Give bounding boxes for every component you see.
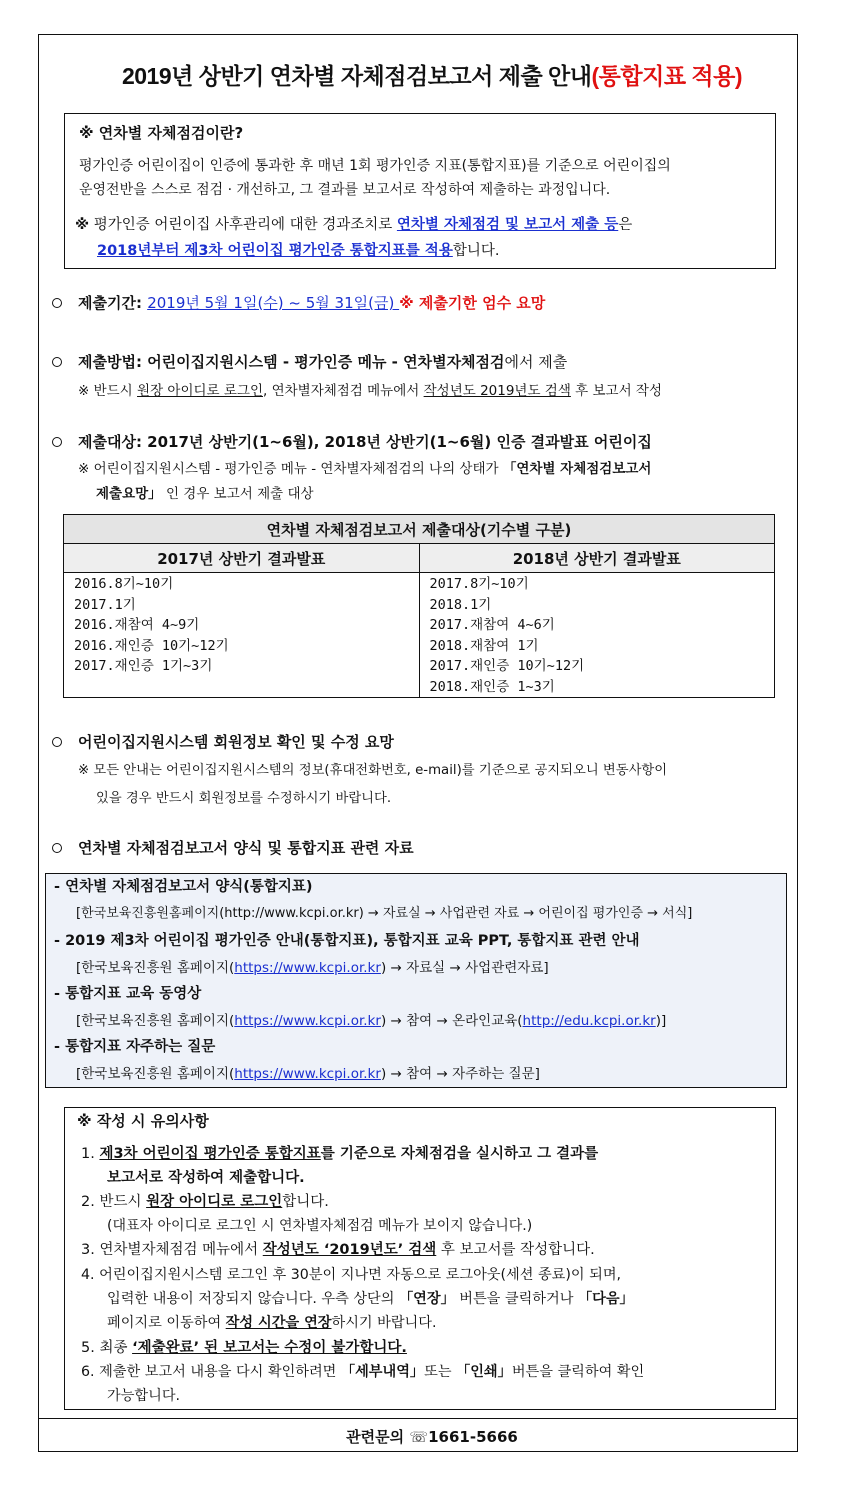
note-mark: ※ (75, 217, 90, 233)
cautions-box (64, 1107, 776, 1410)
resource-path-post: )] (655, 1013, 667, 1029)
intro-note-line2 (97, 241, 499, 261)
caution-3 (81, 1240, 595, 1260)
table-cell-item: 2016.8기~10기 (74, 576, 174, 592)
table-cell-item: 2018.재참여 1기 (429, 637, 539, 654)
table-cell-item: 2017.8기~10기 (429, 576, 529, 592)
table-header: 연차별 자체점검보고서 제출대상(기수별 구분) (64, 515, 775, 544)
intro-line1: 평가인증 어린이집이 인증에 통과한 후 매년 1회 평가인증 지표(통합지표)를 기준으로 어린이집의 (79, 158, 671, 174)
edu-kcpi-link[interactable]: http://edu.kcpi.or.kr (522, 1013, 656, 1029)
caution-2-c: 합니다. (282, 1194, 329, 1210)
target-note-d: 인 경우 보고서 제출 대상 (165, 486, 314, 502)
intro-heading: ※ 연차별 자체점검이란? (79, 124, 244, 142)
caution-4-e: 「다음」 (577, 1291, 634, 1307)
target-table (63, 514, 775, 698)
target-note-b: 「연차별 자체점검보고서 (502, 461, 652, 477)
caution-4 (81, 1265, 621, 1285)
intro-note-line1 (75, 215, 632, 235)
method-note-b: 원장 아이디로 로그인 (137, 383, 263, 399)
method-note-c: , 연차별자체점검 메뉴에서 (262, 383, 424, 399)
member-title: 어린이집지원시스템 회원정보 확인 및 수정 요망 (78, 733, 394, 751)
period-label: 제출기간: (78, 294, 148, 312)
note-highlight-d: 2018년부터 제3차 어린이집 평가인증 통합지표를 적용 (97, 243, 453, 259)
resource-path-pre: [한국보육진흥원 홈페이지( (76, 960, 235, 976)
phone-number: ☏1661-5666 (409, 1428, 518, 1446)
table-cell-item: 2016.재인증 10기~12기 (74, 637, 229, 654)
intro-box (64, 113, 776, 269)
resource-path-pre: [한국보육진흥원 홈페이지( (76, 1066, 235, 1082)
table-col2-header: 2018년 상반기 결과발표 (419, 544, 775, 573)
table-cell-item: 2017.1기 (74, 596, 136, 613)
caution-5 (81, 1338, 407, 1358)
period-dates: 2019년 5월 1일(수) ~ 5월 31일(금) (147, 294, 400, 312)
method-line (78, 351, 567, 372)
table-cell-item: 2017.재인증 10기~12기 (429, 658, 585, 674)
caution-num: 3. (81, 1242, 95, 1258)
method-tail: 에서 제출 (504, 353, 568, 371)
resource-path: [한국보육진흥원홈페이지(http://www.kcpi.or.kr) → 자료실 → 사업관련 자료 → 어린이집 평가인증 → 서식] (76, 906, 693, 921)
target-note-a: ※ 어린이집지원시스템 - 평가인증 메뉴 - 연차별자체점검의 나의 상태가 (78, 461, 503, 477)
note-highlight-b: 연차별 자체점검 및 보고서 제출 등 (396, 217, 619, 233)
caution-2-b: 원장 아이디로 로그인 (146, 1194, 283, 1210)
kcpi-link[interactable]: https://www.kcpi.or.kr (234, 1013, 381, 1029)
resource-head: - 연차별 자체점검보고서 양식(통합지표) (54, 879, 313, 895)
table-cell-item: 2018.1기 (429, 596, 492, 613)
table-cell-item: 2018.재인증 1~3기 (429, 678, 555, 695)
caution-3-b: 작성년도 ‘2019년도’ 검색 (262, 1242, 437, 1258)
caution-1-a: 제3차 어린이집 평가인증 통합지표 (99, 1146, 321, 1162)
title-main: 2019년 상반기 연차별 자체점검보고서 제출 안내 (121, 63, 592, 89)
caution-5-b: ‘제출완료’ 된 보고서는 수정이 불가합니다. (132, 1340, 407, 1356)
bullet-circle-icon (52, 298, 62, 308)
caution-num: 4. (81, 1267, 95, 1283)
caution-4-d: 버튼을 클릭하거나 (454, 1291, 578, 1307)
table-cell-item: 2017.재참여 4~6기 (429, 617, 555, 633)
table-col1-cell (64, 573, 420, 698)
table-col1-header: 2017년 상반기 결과발표 (64, 544, 420, 573)
caution-num: 2. (81, 1194, 95, 1210)
method-note (78, 381, 662, 401)
caution-6-c: 또는 (424, 1364, 457, 1380)
resource-path (76, 958, 549, 978)
note-text-c: 은 (618, 217, 633, 233)
caution-6-e: 버튼을 클릭하여 확인 (511, 1364, 645, 1380)
target-title: 제출대상: 2017년 상반기(1~6월), 2018년 상반기(1~6월) 인증 결과발표 어린이집 (78, 433, 652, 451)
caution-1 (81, 1144, 598, 1164)
caution-2-line2: (대표자 아이디로 로그인 시 연차별자체점검 메뉴가 보이지 않습니다.) (107, 1218, 533, 1234)
caution-4-g: 작성 시간을 연장 (225, 1315, 332, 1331)
resource-path (76, 1064, 540, 1084)
method-note-e: 후 보고서 작성 (570, 383, 663, 399)
kcpi-link[interactable]: https://www.kcpi.or.kr (234, 960, 381, 976)
resources-title: 연차별 자체점검보고서 양식 및 통합지표 관련 자료 (78, 839, 414, 857)
note-text-a: 평가인증 어린이집 사후관리에 대한 경과조치로 (93, 217, 397, 233)
caution-4-line3 (107, 1313, 436, 1333)
caution-4-c: 「연장」 (398, 1291, 455, 1307)
caution-1-b: 를 기준으로 자체점검을 실시하고 그 결과를 (320, 1146, 599, 1162)
member-line1: ※ 모든 안내는 어린이집지원시스템의 정보(휴대전화번호, e-mail)를 기준으로 공지되오니 변동사항이 (78, 763, 668, 778)
cautions-heading: ※ 작성 시 유의사항 (77, 1112, 209, 1130)
resource-path-mid: ) → 참여 → 온라인교육( (380, 1013, 523, 1029)
target-note-line1 (78, 459, 651, 479)
resource-path-pre: [한국보육진흥원 홈페이지( (76, 1013, 235, 1029)
method-path: 어린이집지원시스템 - 평가인증 메뉴 - 연차별자체점검 (147, 353, 505, 371)
caution-4-line2 (107, 1289, 634, 1309)
footer-contact (0, 1426, 864, 1447)
period-line (78, 292, 545, 313)
caution-2 (81, 1192, 329, 1212)
resource-path (76, 1011, 666, 1031)
resource-head: - 2019 제3차 어린이집 평가인증 안내(통합지표), 통합지표 교육 PPT, 통합지표 관련 안내 (54, 933, 640, 949)
caution-6-d: 「인쇄」 (456, 1364, 512, 1380)
caution-6 (81, 1362, 644, 1382)
resource-path-post: ) → 참여 → 자주하는 질문] (380, 1066, 540, 1082)
title-highlight: (통합지표 적용) (591, 63, 743, 89)
caution-6-b: 「세부내역」 (340, 1364, 425, 1380)
bullet-circle-icon (52, 437, 62, 447)
caution-4-f: 페이지로 이동하여 (107, 1315, 226, 1331)
resource-head: - 통합지표 자주하는 질문 (54, 1039, 216, 1055)
bullet-circle-icon (52, 737, 62, 747)
caution-1-line2: 보고서로 작성하여 제출합니다. (107, 1170, 305, 1186)
resource-head: - 통합지표 교육 동영상 (54, 986, 202, 1002)
caution-num: 6. (81, 1364, 95, 1380)
caution-num: 1. (81, 1146, 95, 1162)
method-label: 제출방법: (78, 353, 148, 371)
kcpi-link[interactable]: https://www.kcpi.or.kr (234, 1066, 381, 1082)
method-note-d: 작성년도 2019년도 검색 (423, 383, 571, 399)
target-note-c: 제출요망」 (96, 486, 162, 502)
intro-line2: 운영전반을 스스로 점검 · 개선하고, 그 결과를 보고서로 작성하여 제출하는 과정입니다. (79, 182, 611, 198)
bullet-circle-icon (52, 357, 62, 367)
caution-4-b: 입력한 내용이 저장되지 않습니다. 우측 상단의 (107, 1291, 399, 1307)
caution-4-a: 어린이집지원시스템 로그인 후 30분이 지나면 자동으로 로그아웃(세션 종료)이 되며, (99, 1267, 622, 1283)
table-cell-item: 2017.재인증 1기~3기 (74, 658, 213, 674)
caution-3-a: 연차별자체점검 메뉴에서 (99, 1242, 263, 1258)
resource-path-post: ) → 자료실 → 사업관련자료] (380, 960, 549, 976)
period-warning: ※ 제출기한 엄수 요망 (399, 294, 546, 312)
caution-num: 5. (81, 1340, 95, 1356)
method-note-a: ※ 반드시 (78, 383, 138, 399)
bullet-circle-icon (52, 843, 62, 853)
caution-2-a: 반드시 (99, 1194, 147, 1210)
footer-label: 관련문의 (346, 1428, 410, 1446)
table-col2-cell (419, 573, 775, 698)
resources-box (45, 873, 787, 1088)
target-note-line2 (96, 484, 314, 504)
caution-3-c: 후 보고서를 작성합니다. (436, 1242, 595, 1258)
caution-5-a: 최종 (99, 1340, 133, 1356)
footer-divider (38, 1418, 798, 1419)
caution-6-a: 제출한 보고서 내용을 다시 확인하려면 (99, 1364, 341, 1380)
note-text-e: 합니다. (452, 243, 500, 259)
table-cell-item: 2016.재참여 4~9기 (74, 617, 200, 633)
member-line2: 있을 경우 반드시 회원정보를 수정하시기 바랍니다. (96, 791, 392, 806)
page-title (0, 58, 864, 91)
caution-4-h: 하시기 바랍니다. (331, 1315, 437, 1331)
caution-6-line2: 가능합니다. (107, 1388, 181, 1404)
